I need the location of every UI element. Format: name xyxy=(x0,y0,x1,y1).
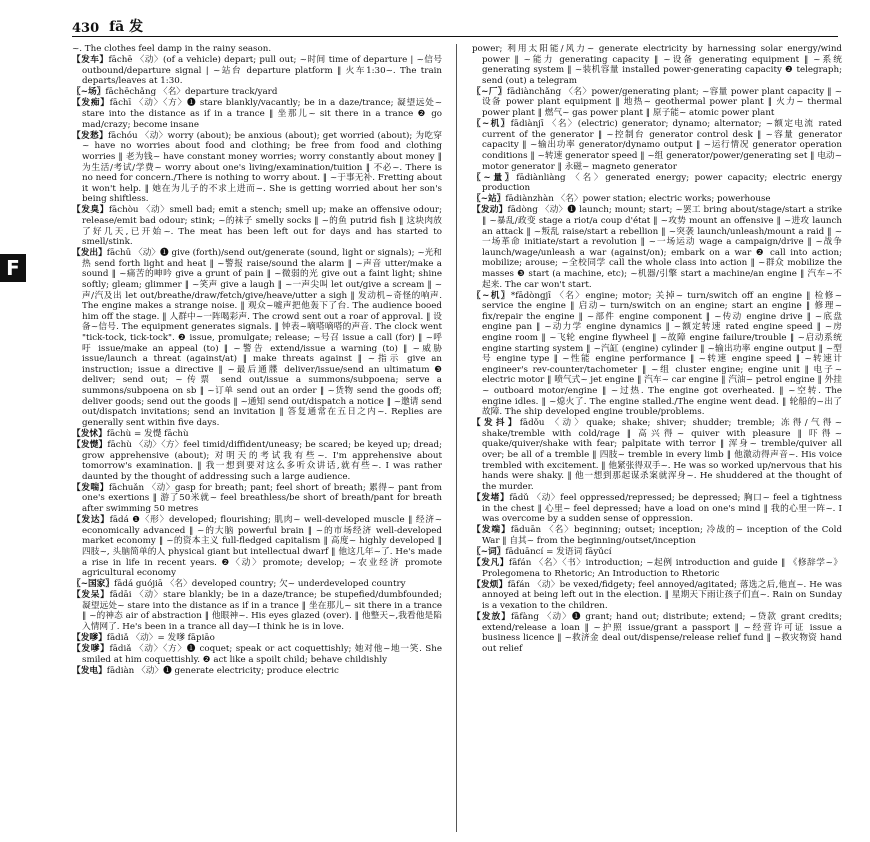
entry-definition: fāfán 〈动〉be vexed/fidgety; feel annoyed/agitated; 落选之后,他直~. He was annoyed at being left out in the election. ‖ 星期天下雨让孩子们直~. Rain on Sunday is a vexation to the children. xyxy=(482,579,842,611)
dictionary-entry xyxy=(72,248,442,428)
entry-headword: 【发车】 xyxy=(72,55,109,66)
entry-definition: ~. The clothes feel damp in the rainy season. xyxy=(72,44,272,54)
entry-definition: fāchù = 发憷 fāchù xyxy=(106,428,189,439)
dictionary-entry xyxy=(72,87,442,98)
entry-headword: 【发臭】 xyxy=(72,205,109,216)
entry-definition: fādiànjī 〈名〉(electric) generator; dynamo; alternator; ~额定电流 rated current of the generator ‖ ~控制台 generator control desk ‖ ~容量 generator capacity ‖ ~输出功率 generator/dynamo output ‖ ~运行情况 generator operation conditions ‖ ~转速 generator speed ‖ ~组 generator/power/generating set ‖ 电动~ motor generator ‖ 永磁~ magneto generator xyxy=(482,119,842,172)
entry-headword: 【发愁】 xyxy=(72,130,108,141)
dictionary-entry xyxy=(472,525,842,546)
entry-definition: fādǒu 〈动〉quake; shake; shiver; shudder; tremble; 冻得/气得~ shake/tremble with cold/rage ‖ 高兴得~ quiver with pleasure ‖ 吓得~ quake/quiver/shake with fear; palpitate with terror ‖ 浑身~ tremble/quiver all over; be all of a tremble ‖ 四肢~ tremble in every limb ‖ 他激动得声音~. His voice trembled with excitement. ‖ 他紧张得双手~. He was so worked up/nervous that his hands were shaky. ‖ 他一想到那起谋杀案就浑身~. He shuddered at the thought of the murder. xyxy=(482,418,842,492)
entry-headword: 【发痴】 xyxy=(72,98,110,109)
entry-definition: fāchóu 〈动〉worry (about); be anxious (about); get worried (about); 为吃穿~ have no worries about food and clothing; be free from food and clothing worries ‖ 老为钱~ have constant money worries; worry constantly about money ‖ 为生活/考试/学费~ worry about one's living/examination/tuition ‖ 不必~. There is no need for concern./There is nothing to worry about. ‖ ~于事无补. Fretting about it won't help. ‖ 她在为儿子的不求上进而~. She is getting worried about her son's being shiftless. xyxy=(82,130,442,205)
dictionary-entry xyxy=(472,119,842,172)
entry-headword: 【发出】 xyxy=(72,248,107,259)
entry-headword: 【发怵】 xyxy=(72,428,107,439)
entry-definition: fādiànzhàn 〈名〉power station; electric works; powerhouse xyxy=(505,194,771,205)
entry-headword: 【发动】 xyxy=(472,205,508,216)
dictionary-entry xyxy=(72,515,442,579)
entry-definition: fāchòu 〈动〉smell bad; emit a stench; smell up; make an offensive odour; release/emit bad odour; stink; ~的袜子 smelly socks ‖ ~的鱼 putrid fish ‖ 这块肉放了好几天,已开始~. The meat has been left out for days and has started to smell/stink. xyxy=(82,205,442,248)
dictionary-entry xyxy=(72,55,442,87)
entry-definition: fādòng 〈动〉❶ launch; mount; start; ~罢工 bring about/stage/start a strike ‖ ~暴乱/政变 stage a riot/a coup d'état ‖ ~攻势 mount an offensive ‖ ~进攻 launch an attack ‖ ~叛乱 raise/start a rebellion ‖ ~突袭 launch/unleash/mount a raid ‖ ~一场革命 initiate/start a revolution ‖ ~一场运动 wage a campaign/drive ‖ ~战争 launch/wage/unleash a war (against/on); embark on a war ❷ call into action; mobilize; arouse; ~全校同学 call the whole class into action ‖ ~群众 mobilize the masses ❸ start (a machine, etc); ~机器/引擎 start a machine/an engine ‖ 汽车~不起来. The car won't start. xyxy=(482,205,842,290)
entry-definition: fāchē 〈动〉(of a vehicle) depart; pull out; ~时间 time of departure | ~信号 outbound/departure signal | ~站台 departure platform ‖ 火车1:30~. The train departs/leaves at 1:30. xyxy=(82,55,442,87)
entry-definition: fāchū 〈动〉❶ give (forth)/send out/generate (sound, light or signals); ~光和热 send forth light and heat ‖ ~警报 raise/sound the alarm ‖ ~声音 utter/make a sound ‖ ~痛苦的呻吟 give a grunt of pain ‖ ~微弱的光 give out a faint light; shine softly; gleam; glimmer ‖ ~笑声 give a laugh ‖ ~一声尖叫 let out/give a scream ‖ ~声/汽及出 let out/breathe/draw/fetch/give/heave/utter a sigh ‖ 发动机~奇怪的响声. The engine makes a strange noise. ‖ 观众~嘘声把他轰下了台. The audience booed him off the stage. ‖ 人群中~一阵喝彩声. The crowd sent out a roar of approval. ‖ 设备~信号. The equipment generates signals. ‖ 钟表~嘀嗒嘀嗒的声音. The clock went "tick-tock, tick-tock". ❷ issue, promulgate; release; ~号召 issue a call (for) ‖ ~呼吁 issue/make an appeal (to) ‖ ~警告 extend/issue a warning (to) ‖ ~威胁 issue/launch a threat (against/at) ‖ make threats against ‖ ~指示 give an instruction; issue a directive ‖ ~最后通牒 deliver/issue/send an ultimatum ❸ deliver; send out; ~传票 send out/issue a summons/subpoena; serve a summons/subpoena on sb ‖ ~订单 send out an order ‖ ~货物 send the goods off; deliver goods; send out the goods ‖ ~通知 send out/dispatch a notice ‖ ~邀请 send out/dispatch invitations; send an invitation ‖ 答复通常在五日之内~. Replies are generally sent within five days. xyxy=(82,248,442,428)
entry-headword: 〖~词〗 xyxy=(472,546,506,557)
entry-definition: fāchuǎn 〈动〉gasp for breath; pant; feel short of breath; 累得~ pant from one's exertions ‖ 游了50米就~ feel breathless/be short of breath/pant for breath after swimming 50 metres xyxy=(82,482,442,515)
column-divider xyxy=(456,44,457,832)
entry-headword: 〖~站〗 xyxy=(472,194,506,205)
entry-definition: fādiànchǎng 〈名〉power/generating plant; ~容量 power plant capacity ‖ ~设备 power plant equipment ‖ 地热~ geothermal power plant ‖ 火力~ thermal power plant ‖ 燃气~ gas power plant ‖ 原子能~ atomic power plant xyxy=(482,86,842,119)
thumb-index-tab: F xyxy=(0,254,26,282)
entry-definition: fādiǎ 〈动〉〈方〉❶ coquet; speak or act coquettishly; 她对他~地一笑. She smiled at him coquettishly. ❷ act like a spoilt child; behave childishly xyxy=(82,644,442,665)
entry-headword: 〖~机〗 xyxy=(472,290,511,301)
dictionary-entry xyxy=(472,580,842,612)
dictionary-entry xyxy=(472,547,842,558)
left-column xyxy=(72,44,442,834)
running-headword: fā 发 xyxy=(109,19,144,35)
entry-definition: fādiànliàng 〈名〉generated energy; power capacity; electric energy production xyxy=(482,172,842,194)
entry-definition: fāfán 〈名〉〈书〉introduction; ~起例 introduction and guide ‖ 《修辞学~》Prolegomena to Rhetoric; An Introduction to Rhetoric xyxy=(482,558,842,579)
entry-headword: 【发喘】 xyxy=(72,482,109,493)
entry-headword: 〖~国家〗 xyxy=(72,579,115,590)
dictionary-entry xyxy=(72,440,442,482)
dictionary-entry xyxy=(472,493,842,525)
dictionary-entry xyxy=(472,418,842,492)
dictionary-entry xyxy=(72,205,442,247)
entry-definition: fāfàng 〈动〉❶ grant; hand out; distribute; extend; ~贷款 grant credits; extend/release a loan ‖ ~护照 issue/grant a passport ‖ ~经营许可证 issue a business licence ‖ ~救济金 deal out/dispense/release relief fund ‖ ~救灾物资 hand out relief xyxy=(482,611,842,654)
dictionary-entry xyxy=(72,429,442,440)
dictionary-entry xyxy=(72,633,442,644)
entry-definition: fādiǎ 〈动〉= 发嗲 fāpiāo xyxy=(106,633,215,644)
dictionary-page xyxy=(58,8,848,836)
entry-definition: power; 利用太阳能/风力~ generate electricity by harnessing solar energy/wind power ‖ ~能力 generating capacity ‖ ~设备 generating equipment ‖ ~系统 generating system ‖ ~装机容量 installed power-generating capacity ❷ telegraph; send (out) a telegram xyxy=(472,44,842,86)
dictionary-entry xyxy=(472,612,842,654)
dictionary-entry xyxy=(72,98,442,130)
entry-definition: fādá guójiā 〈名〉developed country; 欠~ underdeveloped country xyxy=(114,579,406,590)
entry-headword: 【发憷】 xyxy=(72,439,108,450)
dictionary-entry xyxy=(472,194,842,205)
entry-headword: 【发堵】 xyxy=(472,492,510,503)
dictionary-entry xyxy=(472,44,842,86)
entry-definition: fādǔ 〈动〉feel oppressed/repressed; be depressed; 胸口~ feel a tightness in the chest ‖ 心里~ feel depressed; have a load on one's mind ‖ 我的心里一阵~. I was overcome by a sudden sense of oppression. xyxy=(482,492,842,525)
entry-headword: 【发抖】 xyxy=(472,418,520,429)
entry-headword: 【发端】 xyxy=(472,525,511,536)
entry-headword: 【发电】 xyxy=(72,665,107,676)
entry-definition: fāchī 〈动〉〈方〉❶ stare blankly/vacantly; be in a daze/trance; 凝望远处~ stare into the distance as if in a trance ‖ 坐那儿~ sit there in a trance ❷ go mad/crazy; become insane xyxy=(82,98,442,130)
entry-definition: fāduān 〈名〉beginning; outset; inception; 冷战的~ inception of the Cold War ‖ 自其~ from the beginning/outset/inception xyxy=(482,525,842,546)
entry-definition: fādāi 〈动〉stare blankly; be in a daze/trance; be stupefied/dumbfounded; 凝望远处~ stare into the distance as if in a trance ‖ 坐在那儿~ sit there in a trance ‖ ~的神态 air of abstraction ‖ 他眼神~. His eyes glazed (over). ‖ 他整天~,我看他是陷入情网了. He's been in a trance all day—I think he is in love. xyxy=(82,590,442,633)
entry-definition: fāchēchǎng 〈名〉departure track/yard xyxy=(105,87,278,98)
dictionary-entry xyxy=(72,44,442,55)
page-number: 430 xyxy=(72,21,100,36)
entry-headword: 【发呆】 xyxy=(72,590,110,601)
entry-headword: 【发嗲】 xyxy=(72,633,107,644)
entry-definition: *fādòngjī 〈名〉engine; motor; 关掉~ turn/switch off an engine ‖ 检修~ service the engine ‖ 启动~ turn/switch on an engine; start an engine ‖ 修理~ fix/repair the engine ‖ ~部件 engine component ‖ ~传动 engine drive ‖ ~底盘 engine pan ‖ ~动力学 engine dynamics ‖ ~额定转速 rated engine speed ‖ ~房 engine room ‖ ~飞轮 engine flywheel ‖ ~故障 engine failure/trouble ‖ ~启动系统 engine starting system ‖ ~汽缸 (engine) cylinder ‖ ~输出功率 engine output ‖ ~型号 engine type ‖ ~性能 engine performance ‖ ~转速 engine speed ‖ ~转速计 engineer's rev-counter/tachometer ‖ ~组 cluster engine; engine unit ‖ 电子~ electric motor ‖ 喷气式~ jet engine ‖ 汽车~ car engine ‖ 汽油~ petrol engine ‖ 外挂~ outboard motor/engine ‖ ~过热. The engine got overheated. ‖ ~空转. The engine idles. ‖ ~熄火了. The engine stalled./The engine went dead. ‖ 轮船的~出了故障. The ship developed engine trouble/problems. xyxy=(482,290,842,418)
dictionary-entry xyxy=(472,558,842,579)
dictionary-entry xyxy=(72,644,442,665)
entry-definition: fādiàn 〈动〉❶ generate electricity; produce electric xyxy=(106,665,339,676)
dictionary-entry xyxy=(472,87,842,119)
dictionary-entry xyxy=(72,666,442,677)
dictionary-entry xyxy=(472,205,842,290)
dictionary-entry xyxy=(72,483,442,515)
entry-headword: 【发放】 xyxy=(472,611,511,622)
entry-definition: fādá ❶〈形〉developed; flourishing; 肌肉~ well-developed muscle ‖ 经济~ economically advanced ‖ ~的大脑 powerful brain ‖ ~的市场经济 well-developed market economy ‖ ~的资本主义 full-fledged capitalism ‖ 高度~ highly developed ‖ 四肢~, 头脑简单的人 physical giant but intellectual dwarf ‖ 他这几年~了. He's made a rise in life in recent years. ❷〈动〉promote; develop; ~农业经济 promote agricultural economy xyxy=(82,515,442,579)
entry-headword: 【发烦】 xyxy=(472,579,508,590)
entry-headword: 【发嗲】 xyxy=(72,644,110,655)
dictionary-entry xyxy=(72,579,442,590)
entry-headword: 【发达】 xyxy=(72,515,110,526)
dictionary-entry xyxy=(72,131,442,205)
entry-headword: 【发凡】 xyxy=(472,558,509,568)
entry-headword: 〖~场〗 xyxy=(72,87,106,98)
entry-definition: fāduāncí = 发语词 fāyǔcí xyxy=(505,546,612,557)
entry-headword: 〖~机〗 xyxy=(472,119,511,130)
right-column xyxy=(472,44,842,834)
dictionary-entry xyxy=(472,173,842,194)
dictionary-entry xyxy=(72,590,442,632)
entry-headword: 〖~量〗 xyxy=(472,172,517,183)
dictionary-entry xyxy=(472,291,842,418)
page-header xyxy=(72,14,838,37)
entry-headword: 〖~厂〗 xyxy=(472,86,507,97)
entry-definition: fāchù 〈动〉〈方〉feel timid/diffident/uneasy; be scared; be keyed up; dread; grow apprehensive (about); 对明天的考试我有些~. I'm apprehensive about tomorrow's examination. ‖ 我一想到要对这么多听众讲话,就有些~. I was rather daunted by the thought of addressing such a large audience. xyxy=(82,439,442,482)
